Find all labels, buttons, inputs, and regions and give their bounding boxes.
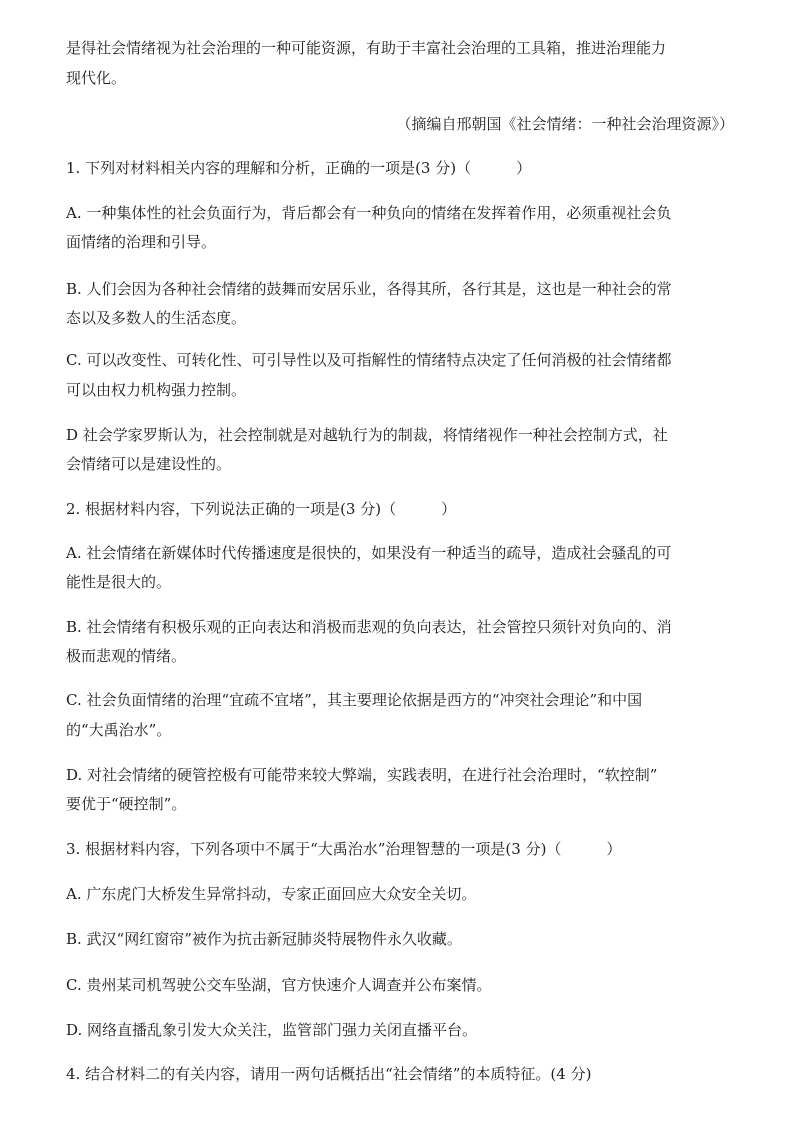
- question-1-stem: 1. 下列对材料相关内容的理解和分析，正确的一项是(3 分)（ ）: [66, 159, 532, 177]
- question-2-option-d-cont: 要优于“硬控制”。: [66, 795, 187, 813]
- source-citation: （摘编自邢朝国《社会情绪：一种社会治理资源》）: [396, 115, 734, 133]
- question-4-stem: 4. 结合材料二的有关内容，请用一两句话概括出“社会情绪”的本质特征。(4 分): [66, 1065, 592, 1083]
- question-3-option-c: C. 贵州某司机驾驶公交车坠湖，官方快速介人调查并公布案情。: [66, 976, 492, 994]
- question-2-option-b-cont: 极而悲观的情绪。: [66, 647, 187, 665]
- question-2-option-c-cont: 的“大禹治水”。: [66, 721, 172, 739]
- question-3-option-b: B. 武汉“网红窗帘”被作为抗击新冠肺炎特展物件永久收藏。: [66, 930, 462, 948]
- question-2-option-a-cont: 能性是很大的。: [66, 573, 172, 591]
- question-1-option-d: D 社会学家罗斯认为，社会控制就是对越轨行为的制裁，将情绪视作一种社会控制方式，社: [66, 426, 668, 444]
- question-1-option-b: B. 人们会因为各种社会情绪的鼓舞而安居乐业，各得其所，各行其是，这也是一种社会的常: [66, 280, 672, 298]
- question-2-option-d: D. 对社会情绪的硬管控极有可能带来较大弊端，实践表明，在进行社会治理时，“软控制”: [66, 766, 658, 784]
- question-2-option-c: C. 社会负面情绪的治理“宜疏不宜堵”，其主要理论依据是西方的“冲突社会理论”和中国: [66, 691, 643, 709]
- question-1-option-b-cont: 态以及多数人的生活态度。: [66, 309, 247, 327]
- question-2-option-a: A. 社会情绪在新媒体时代传播速度是很快的，如果没有一种适当的疏导，造成社会骚乱的可: [66, 544, 672, 562]
- intro-line-1: 是得社会情绪视为社会治理的一种可能资源，有助于丰富社会治理的工具箱，推进治理能力: [66, 39, 667, 57]
- question-2-option-b: B. 社会情绪有积极乐观的正向表达和消极而悲观的负向表达，社会管控只须针对负向的、消: [66, 618, 672, 636]
- question-2-stem: 2. 根据材料内容，下列说法正确的一项是(3 分)（ ）: [66, 500, 457, 518]
- question-1-option-c: C. 可以改变性、可转化性、可引导性以及可指解性的情绪特点决定了任何消极的社会情绪都: [66, 351, 672, 369]
- question-3-stem: 3. 根据材料内容，下列各项中不属于“大禹治水”治理智慧的一项是(3 分)（ ）: [66, 840, 622, 858]
- question-1-option-a-cont: 面情绪的治理和引导。: [66, 233, 217, 251]
- question-1-option-a: A. 一种集体性的社会负面行为，背后都会有一种负向的情绪在发挥着作用，必须重视社会负: [66, 204, 672, 222]
- question-3-option-d: D. 网络直播乱象引发大众关注，监管部门强力关闭直播平台。: [66, 1021, 478, 1039]
- question-1-option-c-cont: 可以由权力机构强力控制。: [66, 381, 247, 399]
- question-3-option-a: A. 广东虎门大桥发生异常抖动，专家正面回应大众安全关切。: [66, 885, 477, 903]
- intro-line-2: 现代化。: [66, 69, 127, 87]
- question-1-option-d-cont: 会情绪可以是建设性的。: [66, 455, 232, 473]
